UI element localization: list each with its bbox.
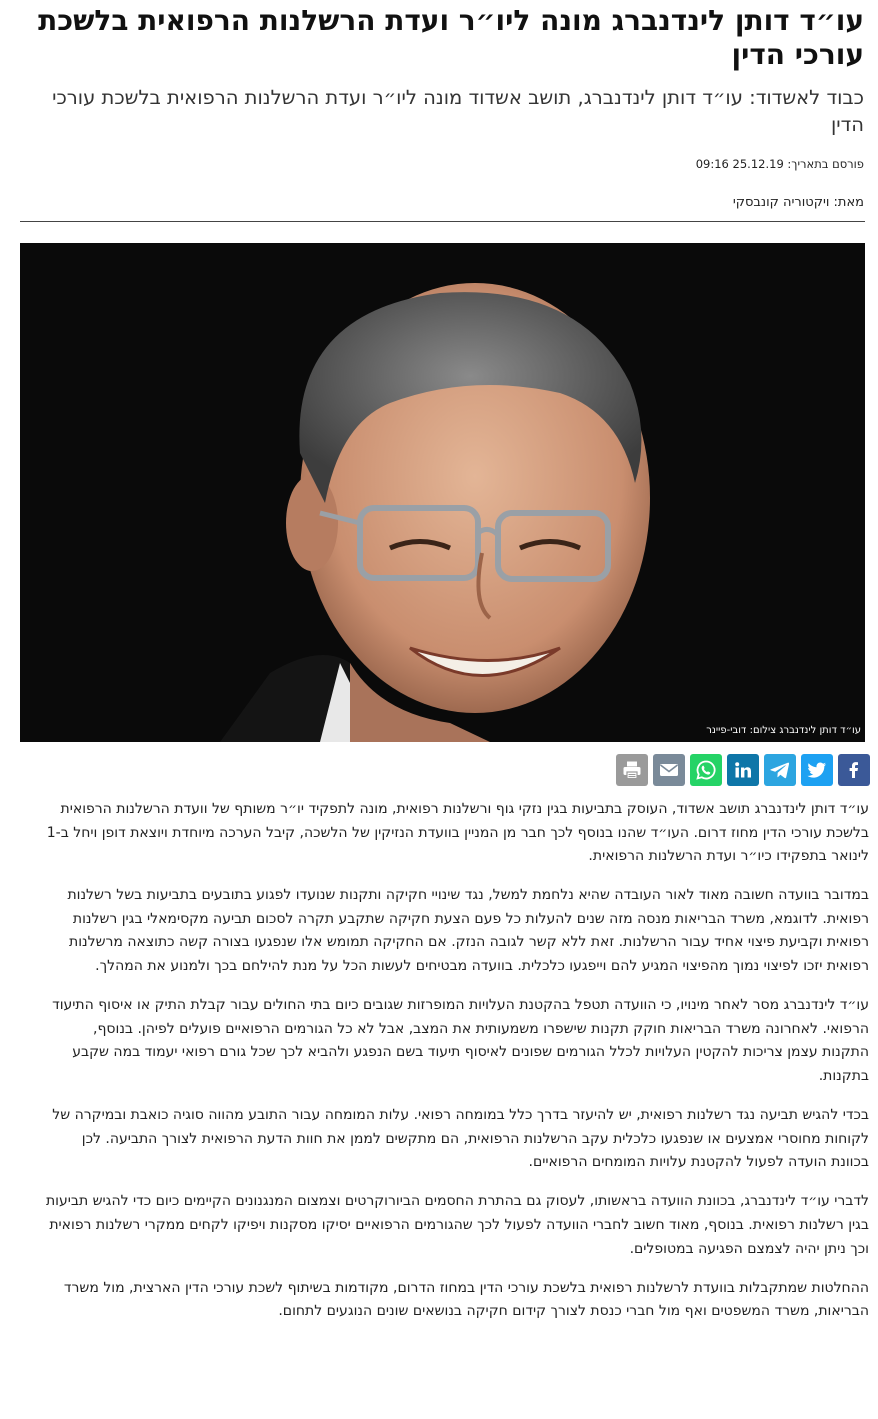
email-icon	[659, 762, 679, 778]
article-paragraph: עו״ד לינדנברג מסר לאחר מינויו, כי הוועדה תטפל בהקטנת העלויות המופרזות שגובים כיום בתי החולים עבור קבלת התיק או איסוף התיעוד הרפואי. לאחרונה משרד הבריאות חוקק תקנות שישפרו משמעותית את המצב, אבל לא כל הגורמים הרפואיים פועלים לפיהן. בנוסף, התקנות עצמן צריכות להקטין העלויות לכלל הגורמים שפונים לאיסוף תיעוד בשם הנפגע ולהביא לכך שכל גורם רפואי יעמוד במה שקבע בתקנות.	[52, 997, 869, 1084]
share-twitter-button[interactable]	[801, 754, 833, 786]
print-button[interactable]	[616, 754, 648, 786]
share-facebook-button[interactable]	[838, 754, 870, 786]
article-paragraph: לדברי עו״ד לינדנברג, בכוונת הוועדה בראשותו, לעסוק גם בהתרת החסמים הביורוקרטים וצמצום המנגנונים הקיימים כיום כדי להגיש תביעות בגין רשלנות רפואית. בנוסף, מאוד חשוב לחברי הוועדה לפעול לכך שהגורמים הרפואיים יסיקו מסקנות ויפיקו לקחים ממקרי רשלנות רפואית וכך ניתן יהיה לצמצם הפגיעה במטופלים.	[45, 1193, 869, 1257]
share-whatsapp-button[interactable]	[690, 754, 722, 786]
article-title: עו״ד דותן לינדנברג מונה ליו״ר ועדת הרשלנות הרפואית בלשכת עורכי הדין	[38, 4, 864, 71]
publish-date: פורסם בתאריך: 25.12.19 09:16	[695, 157, 864, 171]
share-telegram-button[interactable]	[764, 754, 796, 786]
author-line: מאת: ויקטוריה קונבסקי	[732, 195, 864, 210]
article-paragraph: עו״ד דותן לינדנברג תושב אשדוד, העוסק בתביעות בגין נזקי גוף ורשלנות רפואית, מונה לתפקיד יו״ר משותף של וועדת הרשלנות הרפואית בלשכת עורכי הדין מחוז דרום. העו״ד שהנו בנוסף לכך חבר מן המניין בוועדת הנזיקין של הלשכה, קיבל הערכה מיוחדת ויוצאת דופן ויחל ב-1 לינואר בתפקידו כיו״ר ועדת הרשלנות הרפואית.	[46, 801, 869, 865]
whatsapp-icon	[696, 760, 716, 780]
share-linkedin-button[interactable]	[727, 754, 759, 786]
photo-caption: עו״ד דותן לינדנברג צילום: דובי-פיינר	[706, 725, 861, 736]
linkedin-icon	[734, 761, 752, 779]
article-subtitle: כבוד לאשדוד: עו״ד דותן לינדנברג, תושב אשדוד מונה ליו״ר ועדת הרשלנות הרפואית בלשכת עורכי הדין	[52, 86, 864, 136]
article-paragraph: במדובר בוועדה חשובה מאוד לאור העובדה שהיא נלחמת למשל, נגד שינויי חקיקה ותקנות שנועדו לפגוע בתובעים בתביעות בשל רשלנות רפואית. לדוגמא, משרד הבריאות מנסה מזה שנים להעלות כל פעם הצעת חקיקה שתקבע תקרה לסכום תביעה מקסימאלי בגין רשלנות רפואית וקביעת פיצוי אחיד עבור הרשלנות. זאת ללא קשר לגובה הנזק. אם החקיקה תמומש אלו שנפגעו בצורה קשה כתוצאה מרשלנות רפואית יזכו לפיצוי נמוך מהפיצוי המגיע להם וייפגעו כלכלית. בוועדה מבטיחים לעשות הכל על מנת להילחם בכך ולמנוע את המהלך.	[67, 887, 869, 975]
article-photo	[20, 243, 865, 742]
article-paragraph: ההחלטות שמתקבלות בוועדת לרשלנות רפואית בלשכת עורכי הדין במחוז הדרום, מקודמות בשיתוף לשכת עורכי הדין הארצית, מול משרד הבריאות, משרד המשפטים ואף מול חברי כנסת לצורך קידום חקיקה בנושאים שונים הנוגעים לתחום.	[63, 1279, 869, 1320]
twitter-icon	[807, 761, 827, 779]
share-email-button[interactable]	[653, 754, 685, 786]
telegram-icon	[770, 761, 790, 779]
article-body	[42, 798, 869, 1339]
share-bar	[616, 754, 870, 786]
portrait-image	[20, 243, 865, 742]
print-icon	[622, 760, 642, 780]
header-divider	[20, 221, 865, 222]
article-paragraph: בכדי להגיש תביעה נגד רשלנות רפואית, יש להיעזר בדרך כלל במומחה רפואי. עלות המומחה עבור התובע מהווה סוגיה כואבת ובמיקרה של לקוחות מחוסרי אמצעים או שנפגעו כלכלית עקב הרשלנות הרפואית, הם מתקשים לממן את חוות הדעת הרפואית לצורך התביעה. לכן בכוונת הועדה לפעול להקטנת עלויות המומחים הרפואיים.	[52, 1107, 869, 1171]
facebook-icon	[845, 761, 863, 779]
